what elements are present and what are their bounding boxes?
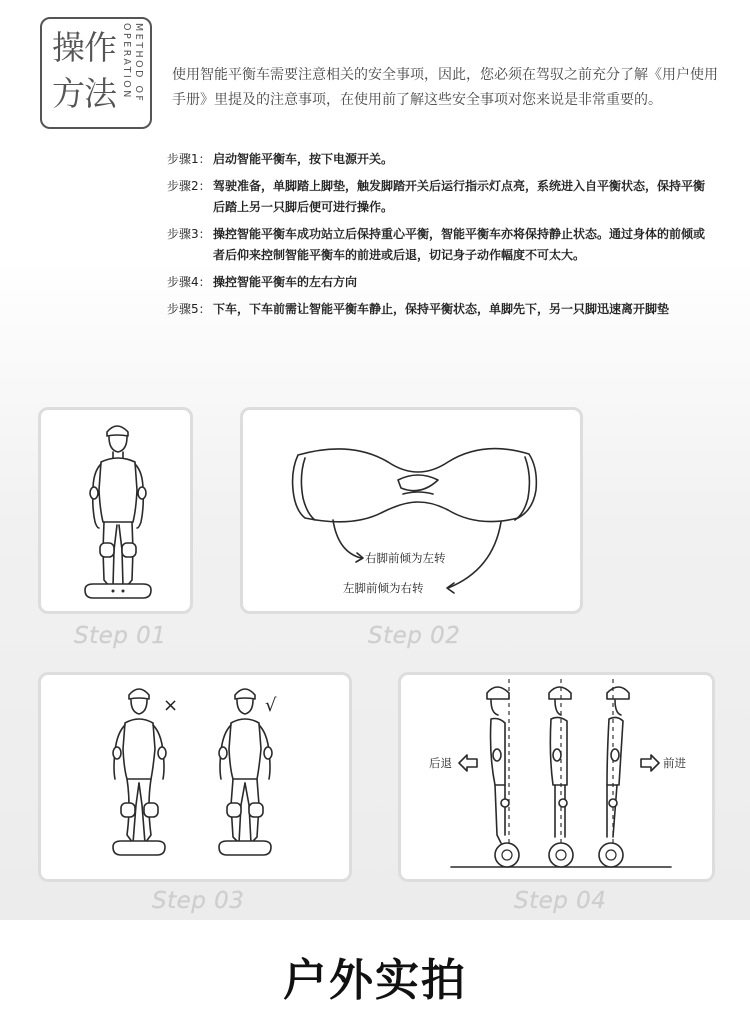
step1-panel	[38, 407, 193, 614]
step-text: 驾驶准备，单脚踏上脚垫，触发脚踏开关后运行指示灯点亮，系统进入自平衡状态，保持平衡后踏上另一只脚后便可进行操作。	[213, 179, 706, 214]
posture-comparison-illustration	[41, 675, 349, 879]
standing-rider-illustration	[41, 410, 190, 611]
step-label: 步骤4：	[167, 275, 211, 289]
logo-char: 作	[84, 28, 117, 67]
logo-char: 法	[84, 74, 117, 113]
logo-english-title: METHOD OF OPERATION	[121, 23, 144, 104]
step-item	[167, 224, 707, 266]
step-text: 操控智能平衡车的左右方向	[213, 275, 358, 289]
wrong-posture-figure	[113, 689, 166, 855]
wrong-mark-icon: ×	[163, 695, 179, 716]
logo-chinese-title	[52, 25, 116, 117]
step3-caption: Step 03	[152, 888, 245, 914]
intro-paragraph: 使用智能平衡车需要注意相关的安全事项，因此，您必须在驾驭之前充分了解《用户使用手册》里提及的注意事项，在使用前了解这些安全事项对您来说是非常重要的。	[172, 67, 718, 108]
lean-direction-illustration	[401, 675, 712, 879]
step4-caption: Step 04	[514, 888, 607, 914]
left-arrow-icon	[459, 755, 477, 771]
step4-panel	[398, 672, 715, 882]
forward-label: 前进	[663, 756, 686, 770]
step-item	[167, 149, 707, 170]
step3-panel	[38, 672, 352, 882]
back-lean-figure	[487, 687, 519, 867]
logo-char: 操	[52, 28, 85, 67]
step-label: 步骤2：	[167, 179, 211, 193]
step1-caption: Step 01	[74, 623, 167, 649]
step-item	[167, 272, 707, 293]
board-turning-illustration	[243, 410, 580, 611]
correct-mark-icon: √	[265, 695, 277, 716]
backward-label: 后退	[429, 756, 452, 770]
steps-list	[167, 149, 707, 326]
step2-panel	[240, 407, 583, 614]
logo-char: 方	[52, 74, 85, 113]
right-arrow-icon	[641, 755, 659, 771]
outdoor-photos-heading: 户外实拍	[283, 955, 467, 1006]
step-item	[167, 299, 707, 320]
step-label: 步骤3：	[167, 227, 211, 241]
left-turn-label: 左脚前倾为右转	[343, 581, 424, 595]
step2-caption: Step 02	[368, 623, 461, 649]
method-logo	[40, 17, 152, 129]
step-text: 下车，下车前需让智能平衡车静止，保持平衡状态，单脚先下，另一只脚迅速离开脚垫	[213, 302, 670, 316]
step-label: 步骤1：	[167, 152, 211, 166]
step-text: 启动智能平衡车，按下电源开关。	[213, 152, 394, 166]
step-item	[167, 176, 707, 218]
step-label: 步骤5：	[167, 302, 211, 316]
right-turn-label: 右脚前倾为左转	[365, 551, 446, 565]
step-text: 操控智能平衡车成功站立后保持重心平衡，智能平衡车亦将保持静止状态。通过身体的前倾或者后仰来控制智能平衡车的前进或后退，切记身子动作幅度不可太大。	[213, 227, 706, 262]
forward-lean-figure	[599, 687, 629, 867]
